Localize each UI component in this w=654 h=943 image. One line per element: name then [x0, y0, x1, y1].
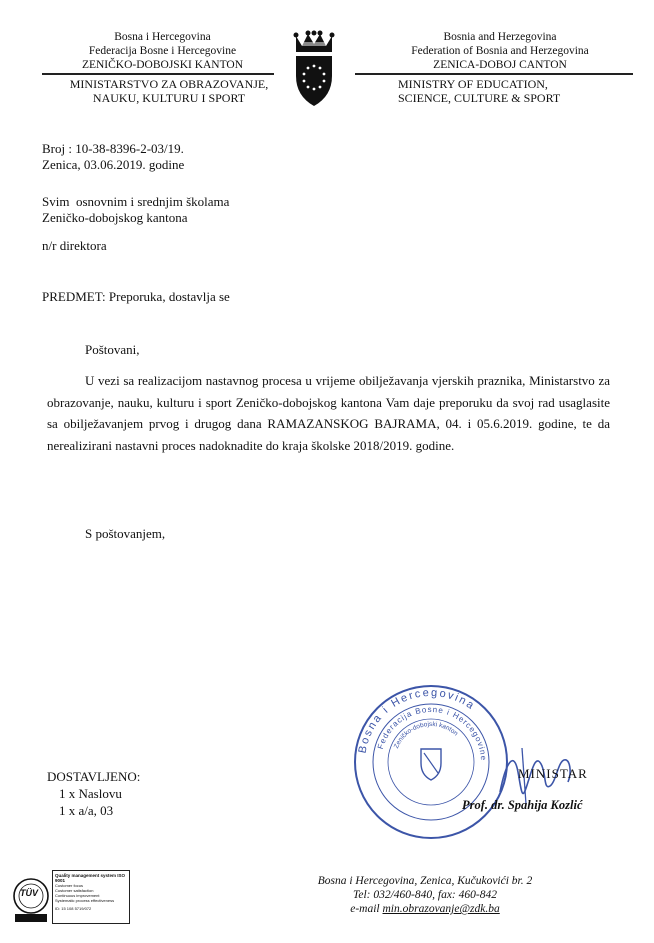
recipient-block: [42, 194, 229, 226]
header-right-rule: [355, 73, 633, 75]
distribution-item-1: 1 x Naslovu: [59, 786, 122, 801]
certification-box: [52, 870, 130, 924]
subject-line: PREDMET: Preporuka, dostavlja se: [42, 289, 230, 304]
header-left-rule: [42, 73, 274, 75]
certification-bullet-3: Continuous improvement: [55, 893, 100, 898]
certification-badge: [12, 870, 132, 926]
footer-email-line: [255, 902, 595, 916]
certification-bullet-2: Customer satisfaction: [55, 888, 94, 893]
official-stamp: [352, 683, 510, 841]
footer-email-link[interactable]: min.obrazovanje@zdk.ba: [382, 903, 500, 915]
stamp-inner-text: Federacija Bosne i Hercegovine: [375, 704, 489, 762]
reference-place-date: Zenica, 03.06.2019. godine: [42, 157, 185, 172]
footer-phones: Tel: 032/460-840, fax: 460-842: [353, 889, 497, 901]
header-right-line-3: ZENICA-DOBOJ CANTON: [433, 59, 567, 71]
ministry-name-bs-line-2: NAUKU, KULTURU I SPORT: [92, 91, 246, 105]
greeting: Poštovani,: [85, 342, 140, 357]
header-left-line-1: Bosna i Hercegovina: [114, 31, 211, 43]
closing: S poštovanjem,: [85, 526, 166, 541]
distribution-title: DOSTAVLJENO:: [47, 769, 141, 784]
header-right-line-1: Bosnia and Herzegovina: [443, 31, 557, 43]
body-paragraph: [47, 370, 610, 456]
reference-block: [42, 141, 184, 173]
header-left-line-2: Federacija Bosne i Hercegovine: [88, 45, 237, 57]
ministry-name-en-line-2: SCIENCE, CULTURE & SPORT: [398, 91, 561, 105]
ministry-name-en: [398, 77, 638, 105]
stamp-center-text: Zeničko-dobojski kanton: [392, 720, 460, 750]
ministry-name-bs-line-1: MINISTARSTVO ZA OBRAZOVANJE,: [69, 77, 269, 91]
header-left: [40, 30, 285, 72]
stamp-outer-text: Bosna i Hercegovina: [356, 686, 478, 755]
ministry-name-en-line-1: MINISTRY OF EDUCATION,: [398, 77, 548, 91]
signature-title: MINISTAR: [518, 766, 588, 781]
tuv-seal-icon: [12, 874, 50, 924]
footer-address: Bosna i Hercegovina, Zenica, Kučukovići br. 2: [317, 875, 533, 887]
certification-title: Quality management system ISO 9001: [55, 873, 126, 883]
recipient-line-1: Svim osnovnim i srednjim školama: [42, 194, 230, 209]
recipient-attention: n/r direktora: [42, 238, 107, 253]
footer-address-block: [255, 874, 595, 916]
certification-bullet-1: Customer focus: [55, 883, 84, 888]
recipient-line-2: Zeničko-dobojskog kantona: [42, 210, 188, 225]
signature-name: Prof. dr. Spahija Kozlić: [462, 798, 583, 812]
header-right: [375, 30, 625, 72]
footer-email-label: e-mail: [350, 903, 380, 915]
distribution-item-2: 1 x a/a, 03: [59, 803, 114, 818]
ministry-name-bs: [44, 77, 294, 105]
reference-number: Broj : 10-38-8396-2-03/19.: [42, 141, 184, 156]
body-paragraph-text: U vezi sa realizacijom nastavnog procesa u vrijeme obilježavanja vjerskih praznika, Ministarstvo za obrazovanje, nauku, kulturu i sport Zeničko-dobojskog kantona Vam daje preporuku da svoj rad usaglasite sa obilježavanjem prvog i drugog dana RAMAZANSKOG BAJRAMA, 04. i 05.6.2019. godine, te da nerealizirani nastavni proces nadoknadite do kraja školske 2018/2019. godine.: [47, 373, 610, 453]
tuv-mark: TÜV: [20, 888, 38, 898]
header-right-line-2: Federation of Bosnia and Herzegovina: [411, 45, 589, 57]
distribution-block: [47, 768, 140, 819]
certification-bullet-4: Systematic process effectiveness: [55, 898, 115, 903]
header-left-line-3: ZENIČKO-DOBOJSKI KANTON: [81, 59, 244, 71]
certification-number: ID: 15 108 5719/072: [55, 906, 92, 911]
